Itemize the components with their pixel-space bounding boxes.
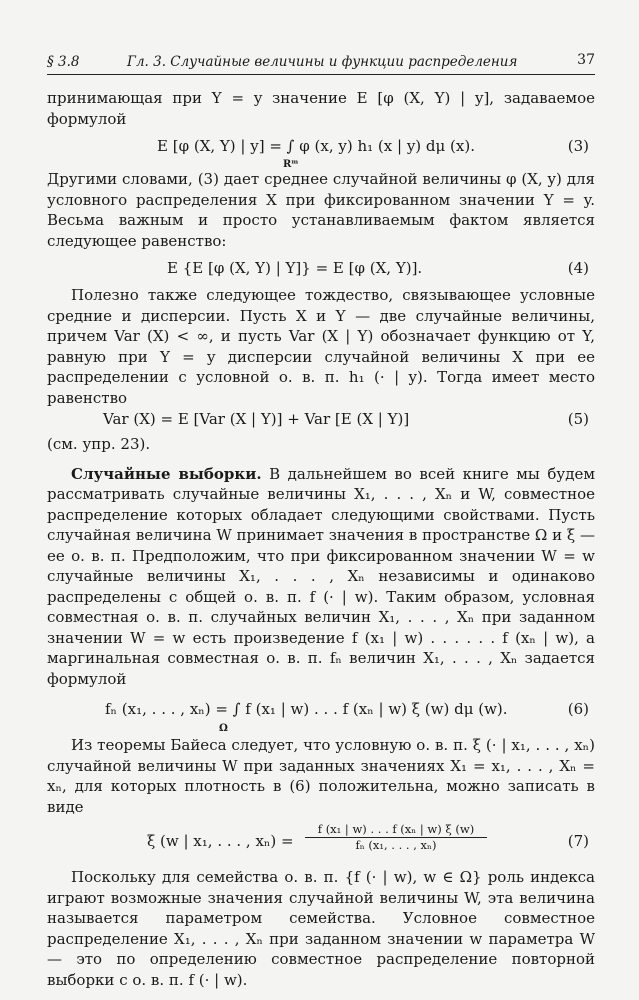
equation-3-subscript: Rᵐ	[283, 159, 299, 170]
paragraph-6: Поскольку для семейства о. в. п. {f (· | w), w ∈ Ω} роль индекса играют возможные значения случайной величины W, эта величина называется параметром семейства. Условное совместное распределение X₁, . . . , Xₙ при заданном значении w параметра W — это по определению совместное распределение повторной выборки с о. в. п. f (· | w).	[47, 868, 595, 989]
equation-6-subscript: Ω	[219, 723, 228, 734]
section-heading-random-samples: Случайные выборки.	[71, 464, 262, 483]
paragraph-3: Полезно также следующее тождество, связывающее условные средние и дисперсии. Пусть X и Y — две случайные величины, причем Var (X) < ∞, и пусть Var (X | Y) обозначает функцию от Y, равную при Y = y дисперсии случайной величины X при ее распределении с условной о. в. п. h₁ (· | y). Тогда имеет место равенство	[47, 286, 595, 407]
equation-7-fraction	[305, 822, 487, 853]
page-number: 37	[577, 52, 595, 68]
section-number: § 3.8	[47, 54, 80, 70]
equation-6	[47, 689, 595, 735]
equation-7-lhs: ξ (w | x₁, . . . , xₙ) =	[147, 832, 294, 850]
paragraph-3-ref: (см. упр. 23).	[47, 435, 151, 453]
paragraph-2: Другими словами, (3) дает среднее случайной величины φ (X, y) для условного распределения X при фиксированном значении Y = y. Весьма важным и просто устанавливаемым фактом является следующее равенство:	[47, 170, 595, 250]
paragraph-5: Из теоремы Байеса следует, что условную о. в. п. ξ (· | x₁, . . . , xₙ) случайной величины W при заданных значениях X₁ = x₁, . . . , Xₙ = xₙ, для которых плотность в (6) положительна, можно записать в виде	[47, 736, 595, 816]
chapter-title: Гл. 3. Случайные величины и функции распределения	[127, 54, 518, 70]
equation-6-number: (6)	[567, 700, 589, 718]
equation-7-numerator: f (x₁ | w) . . . f (xₙ | w) ξ (w)	[305, 822, 487, 838]
equation-3-number: (3)	[567, 137, 589, 155]
running-header	[47, 52, 595, 75]
equation-4	[47, 251, 595, 285]
equation-5-number: (5)	[567, 410, 589, 428]
paragraph-4	[47, 464, 595, 690]
equation-4-number: (4)	[567, 259, 589, 277]
equation-6-expr: fₙ (x₁, . . . , xₙ) = ∫ f (x₁ | w) . . . f (xₙ | w) ξ (w) dμ (w).	[105, 700, 508, 718]
paragraph-4-text: В дальнейшем во всей книге мы будем рассматривать случайные величины X₁, . . . , Xₙ и W, совместное распределение которых обладает следующими свойствами. Пусть случайная величина W принимает значения в пространстве Ω и ξ — ее о. в. п. Предположим, что при фиксированном значении W = w случайные величины X₁, . . . , Xₙ независимы и одинаково распределены с общей о. в. п. f (· | w). Таким образом, условная совместная о. в. п. случайных величин X₁, . . . , Xₙ при заданном значении W = w есть произведение f (x₁ | w) . . . . . . f (xₙ | w), а маргинальная совместная о. в. п. fₙ величин X₁, . . . , Xₙ задается формулой	[47, 464, 595, 688]
equation-7-denominator: fₙ (x₁, . . . , xₙ)	[355, 838, 437, 852]
equation-7-number: (7)	[567, 832, 589, 850]
equation-5-expr: Var (X) = E [Var (X | Y)] + Var [E (X | Y)]	[103, 410, 410, 428]
equation-4-expr: E {E [φ (X, Y) | Y]} = E [φ (X, Y)].	[167, 259, 423, 277]
page-body	[47, 88, 595, 990]
paragraph-1: принимающая при Y = y значение E [φ (X, Y) | y], задаваемое формулой	[47, 89, 595, 128]
equation-3-expr: E [φ (X, Y) | y] = ∫ φ (x, y) h₁ (x | y) dμ (x).	[157, 137, 475, 155]
equation-7	[47, 817, 595, 867]
equation-5	[47, 408, 595, 434]
equation-3	[47, 129, 595, 169]
